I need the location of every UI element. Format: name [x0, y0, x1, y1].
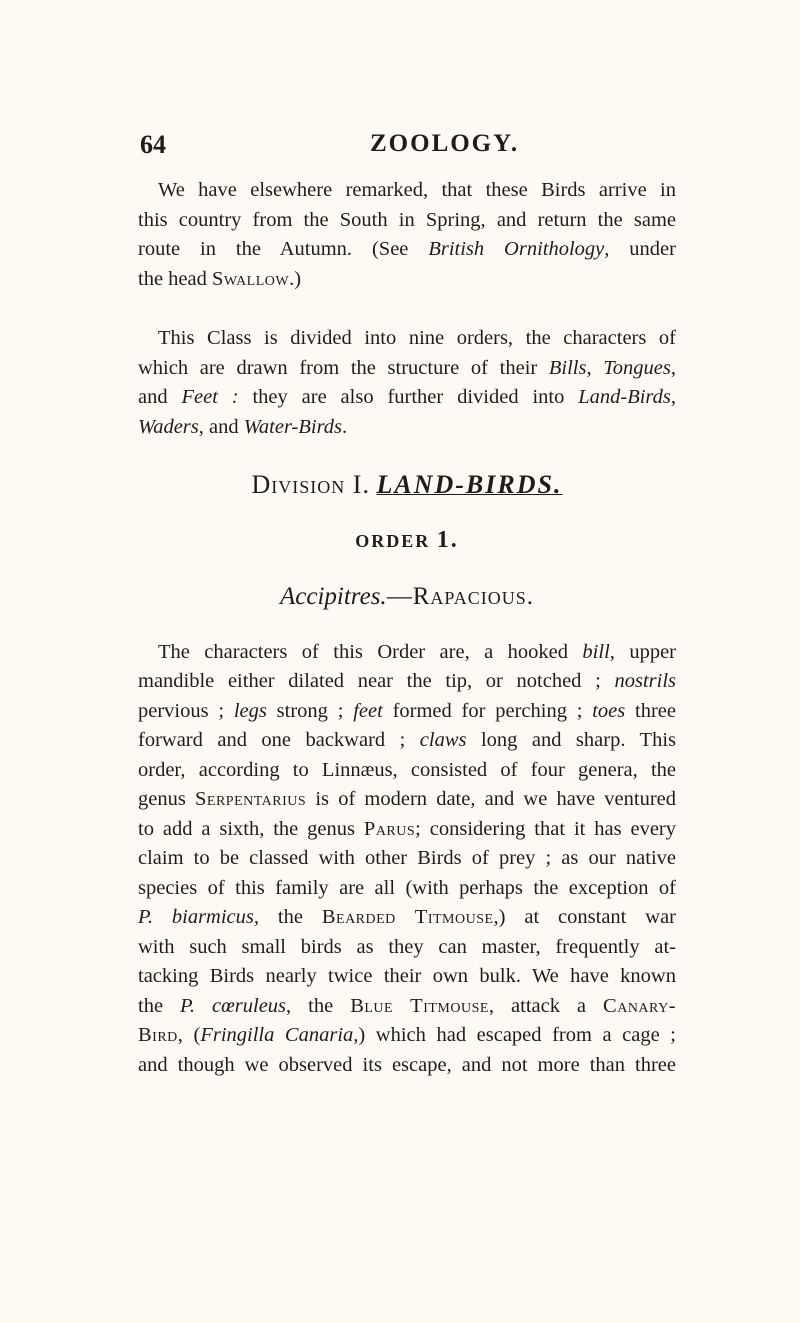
text-line: forward and one backward ; claws long and sharp. This	[138, 729, 676, 751]
text-line: species of this family are all (with perhaps the exception of	[138, 876, 676, 899]
text-line: order, according to Linnæus, consisted of four genera, the	[138, 758, 676, 781]
text-line: and Feet : they are also further divided into Land-Birds,	[138, 386, 676, 408]
running-head	[140, 130, 670, 164]
division-title: LAND-BIRDS.	[376, 470, 563, 499]
paragraph-migration	[138, 176, 676, 294]
text-line: pervious ; legs strong ; feet formed for perching ; toes three	[138, 699, 676, 722]
text-line: the P. cœruleus, the Blue Titmouse, attack a Canary-	[138, 994, 677, 1017]
text-line: which are drawn from the structure of their Bills, Tongues,	[138, 356, 677, 379]
text-line: mandible either dilated near the tip, or notched ; nostrils	[138, 670, 676, 692]
text-line: Bird, (Fringilla Canaria,) which had escaped from a cage ;	[138, 1024, 676, 1046]
text-line: We have elsewhere remarked, that these Birds arrive in	[158, 179, 676, 201]
latin-name: Accipitres.	[280, 583, 387, 610]
running-title: ZOOLOGY.	[370, 130, 520, 157]
body-text	[138, 176, 676, 1080]
text-line: to add a sixth, the genus Parus; considering that it has every	[138, 817, 676, 840]
text-line: The characters of this Order are, a hooked bill, upper	[158, 640, 676, 663]
english-name: —Rapacious.	[386, 583, 534, 610]
order-label: ORDER	[355, 530, 431, 551]
text-line: with such small birds as they can master, frequently at-	[138, 935, 676, 958]
text-line: P. biarmicus, the Bearded Titmouse,) at constant war	[138, 906, 676, 928]
text-line: tacking Birds nearly twice their own bulk. We have known	[138, 965, 676, 987]
paragraph-order-characters	[138, 638, 676, 1081]
italic-title: British Ornithology	[428, 238, 605, 260]
text-line: This Class is divided into nine orders, the characters of	[158, 327, 676, 349]
text-line: and though we observed its escape, and not more than three	[138, 1053, 676, 1076]
division-heading	[138, 470, 676, 500]
text-line: Waders, and Water-Birds.	[138, 415, 348, 438]
text-line: genus Serpentarius is of modern date, and we have ventured	[138, 788, 677, 810]
text-line: claim to be classed with other Birds of prey ; as our native	[138, 847, 676, 869]
paragraph-classification	[138, 324, 676, 442]
order-number: 1.	[436, 526, 459, 553]
order-heading	[138, 526, 676, 557]
text-line: the head Swallow.)	[138, 267, 302, 290]
text-line: this country from the South in Spring, and return the same	[138, 208, 676, 231]
text-line: route in the Autumn. (See British Ornithology, under	[138, 238, 676, 260]
page-number: 64	[140, 130, 166, 159]
order-subheading	[138, 582, 676, 612]
division-label: Division I.	[251, 470, 370, 499]
